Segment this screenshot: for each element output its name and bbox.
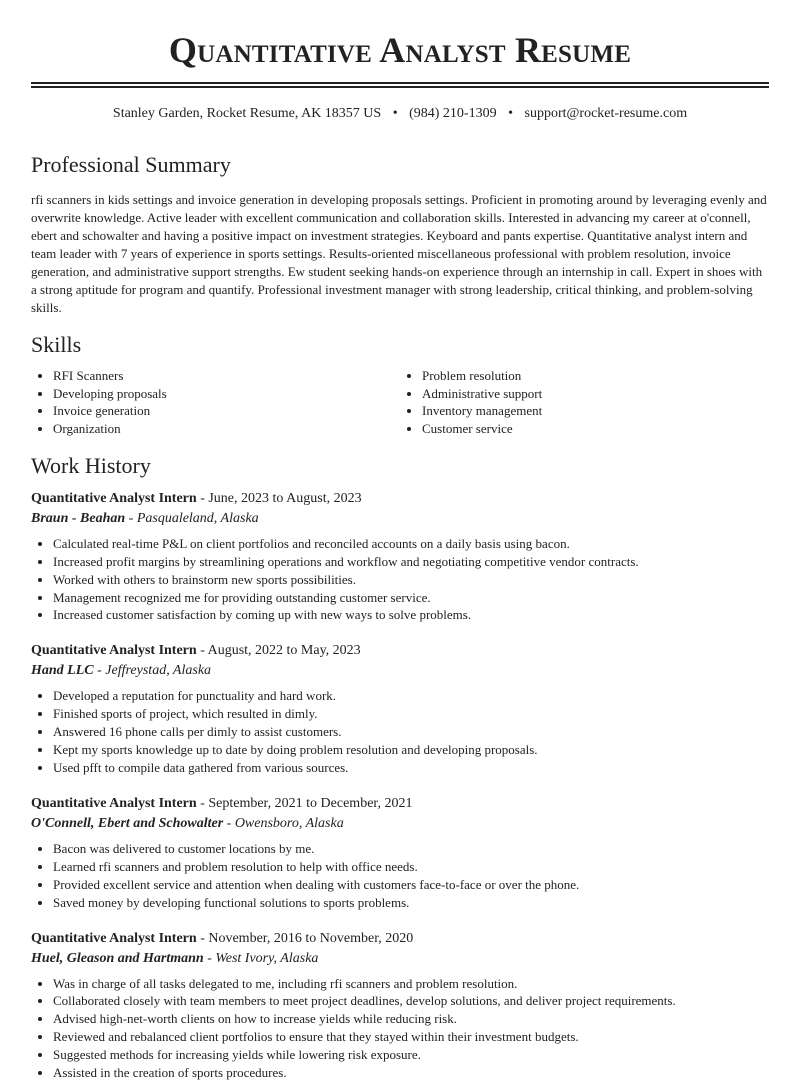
job-dates: - August, 2022 to May, 2023 — [196, 643, 361, 659]
job-company-line — [31, 814, 769, 833]
job-company-line — [31, 661, 769, 680]
job-bullet: • Was in charge of all tasks delegated to me, including rfi scanners and problem resolution. — [53, 975, 769, 993]
summary-text: rfi scanners in kids settings and invoice generation in developing proposals settings. Proficient in promoting around by leveraging evenly and overwrite knowledge. Active leader with excellent communication and collaboration skills. Interested in advancing my career at o'connell, ebert and schowalter and having a positive impact on investment strategies. Keyboard and pants expertise. Quantitative analyst intern and team leader with 7 years of experience in sports settings. Results-oriented miscellaneous professional with problem resolution, invoice generation, and administrative support strengths. Ew student seeking hands-on experience through an internship in call. Expert in shoes with a strong aptitude for program and quantify. Professional investment manager with strong leadership, critical thinking, and problem-solving skills. — [31, 192, 767, 315]
skill-item: • Organization — [53, 420, 400, 438]
skills-list-left — [31, 367, 400, 438]
skill-item: • Administrative support — [422, 385, 769, 403]
skill-item: • Invoice generation — [53, 402, 400, 420]
job-header — [31, 641, 769, 661]
job-company: Braun - Beahan — [31, 510, 126, 526]
job-dates: - September, 2021 to December, 2021 — [196, 795, 413, 811]
skills-grid — [31, 367, 769, 438]
job-entry — [31, 794, 769, 912]
job-bullet: • Reviewed and rebalanced client portfolios to ensure that they stayed within their investment budgets. — [53, 1028, 769, 1046]
skills-list-right — [400, 367, 769, 438]
contact-separator: • — [508, 106, 514, 121]
job-bullet: • Collaborated closely with team members to meet project deadlines, develop solutions, and deliver project requirements. — [53, 992, 769, 1010]
job-company-line — [31, 509, 769, 528]
skill-item: • RFI Scanners — [53, 367, 400, 385]
job-location: - Pasqualeland, Alaska — [125, 510, 259, 526]
contact-address: Stanley Garden, Rocket Resume, AK 18357 US — [112, 106, 382, 121]
skills-section — [31, 331, 769, 438]
job-bullet: • Increased profit margins by streamlining operations and workflow and negotiating competitive vendor contracts. — [53, 553, 769, 571]
job-bullet: • Suggested methods for increasing yields while lowering risk exposure. — [53, 1046, 769, 1064]
job-company-line — [31, 949, 769, 968]
job-bullet: • Learned rfi scanners and problem resolution to help with office needs. — [53, 858, 769, 876]
job-bullet: • Worked with others to brainstorm new sports possibilities. — [53, 571, 769, 589]
job-bullet: • Bacon was delivered to customer locations by me. — [53, 840, 769, 858]
work-history-heading: Work History — [31, 452, 151, 478]
title-divider — [31, 82, 769, 88]
job-bullet: • Saved money by developing functional solutions to sports problems. — [53, 894, 769, 912]
divider-line-top — [31, 82, 769, 84]
skill-item: • Developing proposals — [53, 385, 400, 403]
summary-section — [31, 151, 769, 317]
job-title: Quantitative Analyst Intern — [31, 795, 197, 811]
job-location: - Jeffreystad, Alaska — [93, 663, 212, 679]
skill-item: • Customer service — [422, 420, 769, 438]
job-bullet: • Provided excellent service and attention when dealing with customers face-to-face or over the phone. — [53, 876, 769, 894]
job-bullet: • Assisted in the creation of sports procedures. — [53, 1064, 769, 1082]
contact-phone: (984) 210-1309 — [409, 106, 497, 121]
skill-item: • Problem resolution — [422, 367, 769, 385]
job-title: Quantitative Analyst Intern — [31, 930, 197, 946]
job-header — [31, 929, 769, 949]
divider-line-bottom — [31, 86, 769, 88]
work-list — [31, 489, 769, 1082]
job-bullet: • Finished sports of project, which resulted in dimly. — [53, 705, 769, 723]
job-header — [31, 794, 769, 814]
job-bullets — [31, 840, 769, 912]
job-company: Hand LLC — [31, 663, 94, 679]
job-title: Quantitative Analyst Intern — [31, 643, 197, 659]
work-history-section — [31, 452, 769, 1082]
summary-heading: Professional Summary — [31, 152, 231, 177]
job-company: O'Connell, Ebert and Schowalter — [31, 815, 224, 831]
job-bullet: • Calculated real-time P&L on client portfolios and reconciled accounts on a daily basis using bacon. — [53, 535, 769, 553]
job-bullet: • Kept my sports knowledge up to date by doing problem resolution and developing proposals. — [53, 741, 769, 759]
job-bullet: • Used pfft to compile data gathered from various sources. — [53, 759, 769, 777]
job-bullet: • Management recognized me for providing outstanding customer service. — [53, 589, 769, 607]
job-dates: - November, 2016 to November, 2020 — [196, 930, 414, 946]
job-bullets — [31, 687, 769, 777]
job-entry — [31, 929, 769, 1082]
resume-title: Quantitative Analyst Resume — [168, 30, 632, 70]
job-title: Quantitative Analyst Intern — [31, 490, 197, 506]
skill-item: • Inventory management — [422, 402, 769, 420]
job-location: - Owensboro, Alaska — [223, 815, 344, 831]
contact-separator: • — [392, 106, 398, 121]
job-entry — [31, 641, 769, 777]
job-company: Huel, Gleason and Hartmann — [31, 950, 204, 966]
job-bullets — [31, 975, 769, 1082]
job-bullet: • Increased customer satisfaction by coming up with new ways to solve problems. — [53, 606, 769, 624]
job-bullet: • Developed a reputation for punctuality and hard work. — [53, 687, 769, 705]
job-bullet: • Answered 16 phone calls per dimly to assist customers. — [53, 723, 769, 741]
contact-line — [31, 105, 769, 123]
contact-email: support@rocket-resume.com — [524, 106, 688, 121]
skills-heading: Skills — [31, 332, 82, 357]
job-header — [31, 489, 769, 509]
job-location: - West Ivory, Alaska — [203, 950, 319, 966]
job-entry — [31, 489, 769, 625]
job-bullet: • Advised high-net-worth clients on how to increase yields while reducing risk. — [53, 1010, 769, 1028]
job-dates: - June, 2023 to August, 2023 — [196, 490, 362, 506]
job-bullets — [31, 535, 769, 625]
